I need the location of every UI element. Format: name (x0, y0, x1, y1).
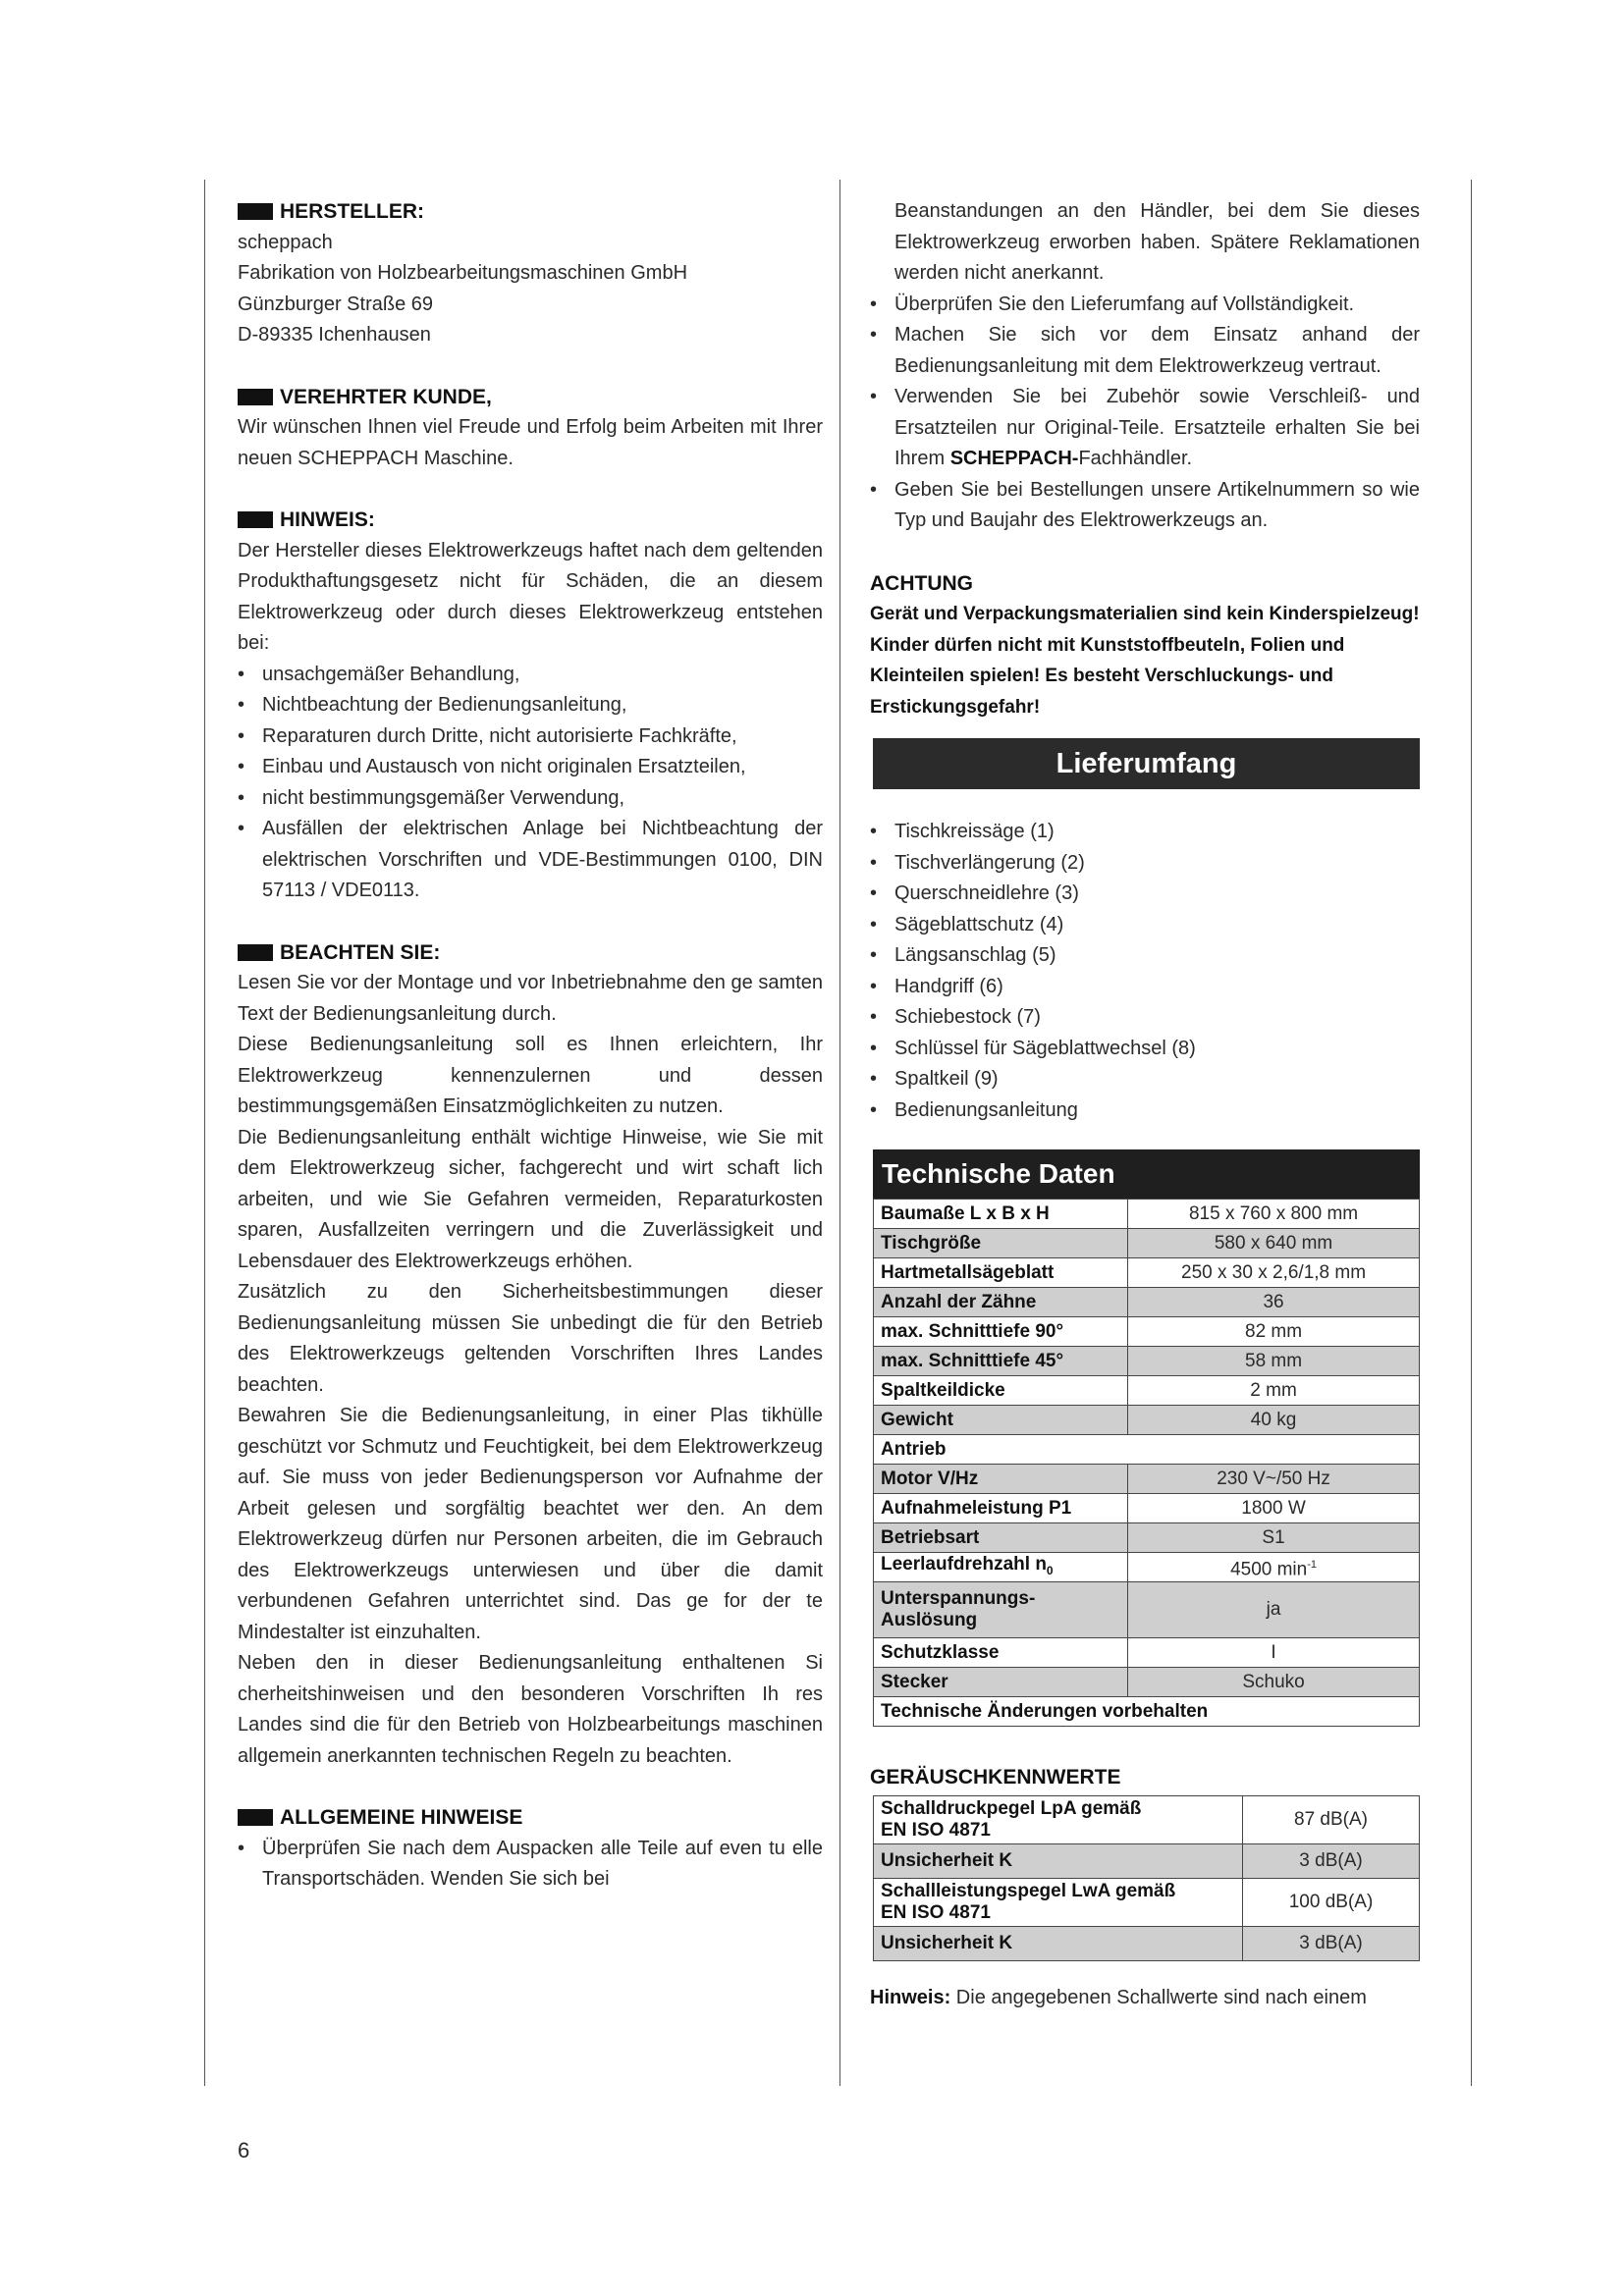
table-row (874, 1406, 1420, 1435)
list-item: • Schlüssel für Sägeblattwechsel (8) (870, 1034, 1420, 1065)
list-item: • nicht bestimmungsgemäßer Verwendung, (238, 783, 823, 815)
address-line: Fabrikation von Holzbearbeitungsmaschinen GmbH (238, 262, 688, 284)
beachten-paragraph: Neben den in dieser Bedienungsanleitung enthaltenen Si cherheitshinweisen und den besonderen Vorschriften Ih res Landes sind die für den Betrieb von Holzbearbeitungs maschinen allgemein anerkannten technischen Regeln zu beachten. (238, 1652, 823, 1767)
lieferumfang-banner: Lieferumfang (873, 738, 1420, 789)
left-margin-rule (204, 180, 205, 2086)
item-text: Verwenden Sie bei Zubehör sowie Verschleiß- und Ersatzteilen nur Original-Teile. Ersatzteile erhalten Sie bei Ihrem (894, 386, 1420, 469)
table-row (874, 1843, 1420, 1878)
heading-allgemein (238, 1802, 823, 1834)
list-item: • Handgriff (6) (870, 972, 1420, 1003)
heading-text: ALLGEMEINE HINWEISE (280, 1806, 523, 1829)
noise-heading: GERÄUSCHKENNWERTE (870, 1766, 1121, 1789)
table-row (874, 1668, 1420, 1697)
tech-value: 250 x 30 x 2,6/1,8 mm (1128, 1258, 1420, 1288)
noise-label: Unsicherheit K (874, 1926, 1243, 1960)
value-superscript: -1 (1307, 1558, 1318, 1571)
list-item: • Schiebestock (7) (870, 1002, 1420, 1034)
lieferumfang-list (870, 817, 1420, 1126)
address-line: Günzburger Straße 69 (238, 293, 433, 315)
beachten-paragraph: Bewahren Sie die Bedienungsanleitung, in einer Plas tikhülle geschützt vor Schmutz und Feuchtigkeit, bei dem Elektrowerkzeug auf. Sie muss von jeder Bedienungsperson vor Aufnahme der Arbeit gelesen und sorgfältig beachtet wer den. An dem Elektrowerkzeug dürfen nur Personen arbeiten, die im Gebrauch des Elektrowerkzeugs unterwiesen und über die damit verbundenen Gefahren unterrichtet sind. Das ge for der te Mindestalter ist einzuhalten. (238, 1405, 823, 1643)
noise-label (874, 1795, 1243, 1843)
label-line: EN ISO 4871 (881, 1819, 991, 1841)
note-text: Die angegebenen Schallwerte sind nach einem (950, 1986, 1367, 2008)
tech-value: 40 kg (1128, 1406, 1420, 1435)
tech-label: Spaltkeildicke (874, 1376, 1128, 1406)
heading-marker (238, 1809, 273, 1826)
list-item: • Querschneidlehre (3) (870, 879, 1420, 910)
table-row (874, 1494, 1420, 1523)
tech-label: Hartmetallsägeblatt (874, 1258, 1128, 1288)
list-item: • Spaltkeil (9) (870, 1064, 1420, 1095)
tech-value: 58 mm (1128, 1347, 1420, 1376)
tech-value: S1 (1128, 1523, 1420, 1553)
list-item: • Einbau und Austausch von nicht originalen Ersatzteilen, (238, 752, 823, 783)
item-brand: SCHEPPACH- (949, 448, 1079, 469)
heading-marker (238, 511, 273, 528)
tech-table (873, 1149, 1420, 1727)
tech-title: Technische Daten (873, 1149, 1420, 1199)
tech-label: Motor V/Hz (874, 1465, 1128, 1494)
column-divider-rule (839, 180, 840, 2086)
tech-label: Aufnahmeleistung P1 (874, 1494, 1128, 1523)
table-row (874, 1638, 1420, 1668)
beachten-paragraph: Zusätzlich zu den Sicherheitsbestimmungen dieser Bedienungsanleitung müssen Sie unbedingt die für den Betrieb des Elektrowerkzeugs geltenden Vorschriften Ihres Landes beachten. (238, 1281, 823, 1396)
left-column (238, 196, 823, 1896)
tech-value: 82 mm (1128, 1317, 1420, 1347)
heading-text: HINWEIS: (280, 508, 375, 531)
heading-beachten (238, 937, 823, 969)
label-subscript: 0 (1046, 1563, 1054, 1577)
achtung-text: Gerät und Verpackungsmaterialien sind kein Kinderspielzeug! Kinder dürfen nicht mit Kunststoffbeuteln, Folien und Kleinteilen spielen! Es besteht Verschluckungs- und Erstickungsgefahr! (870, 604, 1420, 718)
address-line: scheppach (238, 231, 333, 253)
noise-label (874, 1878, 1243, 1926)
list-item: • unsachgemäßer Behandlung, (238, 660, 823, 691)
table-row (874, 1697, 1420, 1727)
table-row (874, 1376, 1420, 1406)
table-row (874, 1795, 1420, 1843)
noise-label: Unsicherheit K (874, 1843, 1243, 1878)
tech-value: 815 x 760 x 800 mm (1128, 1200, 1420, 1229)
list-item (870, 382, 1420, 475)
list-item: • Längsanschlag (5) (870, 940, 1420, 972)
noise-value: 3 dB(A) (1243, 1843, 1420, 1878)
tech-label: Stecker (874, 1668, 1128, 1697)
label-line: EN ISO 4871 (881, 1901, 991, 1923)
tech-label: Baumaße L x B x H (874, 1200, 1128, 1229)
beachten-paragraph: Lesen Sie vor der Montage und vor Inbetriebnahme den ge samten Text der Bedienungsanleitung durch. (238, 972, 823, 1025)
tech-value: 36 (1128, 1288, 1420, 1317)
tech-label: max. Schnitttiefe 90° (874, 1317, 1128, 1347)
table-row (874, 1229, 1420, 1258)
hinweis-text: Der Hersteller dieses Elektrowerkzeugs haftet nach dem geltenden Produkthaftungsgesetz nicht für Schäden, die an diesem Elektrowerkzeug oder durch dieses Elektrowerkzeug entstehen bei: (238, 539, 823, 654)
noise-value: 100 dB(A) (1243, 1878, 1420, 1926)
list-item: • Machen Sie sich vor dem Einsatz anhand der Bedienungsanleitung mit dem Elektrowerkzeug vertraut. (870, 320, 1420, 382)
allgemein-list (238, 1834, 823, 1896)
tech-label: Tischgröße (874, 1229, 1128, 1258)
list-item: • Nichtbeachtung der Bedienungsanleitung, (238, 690, 823, 721)
note-label: Hinweis: (870, 1986, 951, 2008)
list-item: • Überprüfen Sie nach dem Auspacken alle Teile auf even tu elle Transportschäden. Wenden Sie sich bei (238, 1834, 823, 1896)
list-item: • Tischkreissäge (1) (870, 817, 1420, 848)
beachten-paragraph: Die Bedienungsanleitung enthält wichtige Hinweise, wie Sie mit dem Elektrowerkzeug sicher, fachgerecht und wirt schaft lich arbeiten, und wie Sie Gefahren vermeiden, Reparaturkosten sparen, Ausfallzeiten verringern und die Zuverlässigkeit und Lebensdauer des Elektrowerkzeugs erhöhen. (238, 1126, 823, 1272)
list-item: • Tischverlängerung (2) (870, 848, 1420, 880)
item-text: Fachhändler. (1078, 448, 1193, 469)
address-line: D-89335 Ichenhausen (238, 324, 431, 346)
kunde-text: Wir wünschen Ihnen viel Freude und Erfolg beim Arbeiten mit Ihrer neuen SCHEPPACH Maschine. (238, 416, 823, 469)
tech-value: 230 V~/50 Hz (1128, 1465, 1420, 1494)
tech-value (1128, 1553, 1420, 1582)
tech-value: ja (1128, 1582, 1420, 1638)
label-line: Schalldruckpegel LpA gemäß (881, 1797, 1142, 1819)
table-row (874, 1878, 1420, 1926)
tech-label: Unterspannungs-Auslösung (874, 1582, 1128, 1638)
tech-value: 1800 W (1128, 1494, 1420, 1523)
hinweis-list (238, 660, 823, 907)
hinweis-note (870, 1983, 1420, 2014)
achtung-heading: ACHTUNG (870, 571, 973, 595)
value-text: 4500 min (1230, 1559, 1308, 1580)
list-item: • Bedienungsanleitung (870, 1095, 1420, 1127)
list-item: • Geben Sie bei Bestellungen unsere Artikelnummern so wie Typ und Baujahr des Elektrowerkzeugs an. (870, 475, 1420, 537)
label-text: Leerlaufdrehzahl n (881, 1553, 1047, 1575)
label-line: Schallleistungspegel LwA gemäß (881, 1880, 1176, 1901)
tech-value: I (1128, 1638, 1420, 1668)
heading-marker (238, 203, 273, 220)
heading-text: VEREHRTER KUNDE, (280, 385, 492, 408)
table-row (874, 1317, 1420, 1347)
list-item: • Sägeblattschutz (4) (870, 910, 1420, 941)
list-item: • Überprüfen Sie den Lieferumfang auf Vollständigkeit. (870, 290, 1420, 321)
heading-hinweis (238, 505, 823, 536)
table-row (874, 1435, 1420, 1465)
table-row (874, 1523, 1420, 1553)
right-margin-rule (1471, 180, 1472, 2086)
tech-label: Anzahl der Zähne (874, 1288, 1128, 1317)
heading-text: HERSTELLER: (280, 200, 424, 223)
noise-value: 3 dB(A) (1243, 1926, 1420, 1960)
tech-label: max. Schnitttiefe 45° (874, 1347, 1128, 1376)
tech-label: Schutzklasse (874, 1638, 1128, 1668)
table-row (874, 1465, 1420, 1494)
table-row (874, 1582, 1420, 1638)
table-row (874, 1347, 1420, 1376)
tech-label: Antrieb (874, 1435, 1420, 1465)
heading-hersteller (238, 196, 823, 228)
noise-value: 87 dB(A) (1243, 1795, 1420, 1843)
list-item: • Ausfällen der elektrischen Anlage bei Nichtbeachtung der elektrischen Vorschriften und VDE-Bestimmungen 0100, DIN 57113 / VDE0113. (238, 814, 823, 907)
address-block (238, 228, 823, 351)
table-row (874, 1200, 1420, 1229)
allgemein-list-cont (870, 290, 1420, 537)
heading-marker (238, 944, 273, 961)
heading-kunde (238, 382, 823, 413)
list-item: • Reparaturen durch Dritte, nicht autorisierte Fachkräfte, (238, 721, 823, 753)
page-number: 6 (238, 2138, 250, 2163)
noise-table (873, 1795, 1420, 1961)
table-row (874, 1288, 1420, 1317)
right-column (870, 196, 1420, 2013)
continued-text: Beanstandungen an den Händler, bei dem Sie dieses Elektrowerkzeug erworben haben. Spätere Reklamationen werden nicht anerkannt. (894, 200, 1420, 284)
tech-value: 580 x 640 mm (1128, 1229, 1420, 1258)
tech-label (874, 1553, 1128, 1582)
table-row (874, 1258, 1420, 1288)
beachten-paragraph: Diese Bedienungsanleitung soll es Ihnen erleichtern, Ihr Elektrowerkzeug kennenzulernen und dessen bestimmungsgemäßen Einsatzmöglichkeiten zu nutzen. (238, 1034, 823, 1117)
table-row (874, 1553, 1420, 1582)
tech-value: 2 mm (1128, 1376, 1420, 1406)
table-row (874, 1926, 1420, 1960)
heading-text: BEACHTEN SIE: (280, 940, 441, 964)
heading-marker (238, 389, 273, 405)
tech-label: Gewicht (874, 1406, 1128, 1435)
tech-label: Betriebsart (874, 1523, 1128, 1553)
tech-value: Schuko (1128, 1668, 1420, 1697)
tech-footer: Technische Änderungen vorbehalten (874, 1697, 1420, 1727)
